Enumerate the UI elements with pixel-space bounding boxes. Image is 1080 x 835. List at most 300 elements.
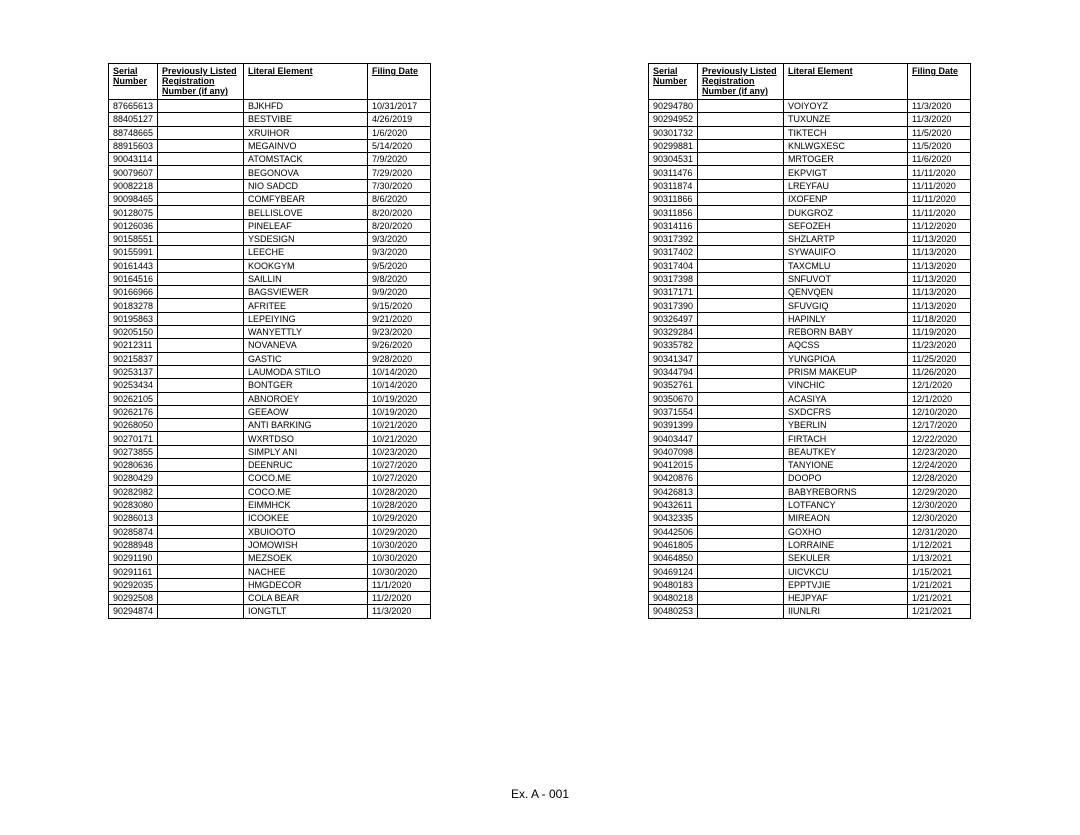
filing-date-cell: 11/11/2020 [908, 193, 971, 206]
literal-element-cell: AQCSS [784, 339, 908, 352]
table-row [109, 605, 431, 618]
serial-number-cell: 90480183 [649, 578, 698, 591]
filing-date-cell: 12/10/2020 [908, 405, 971, 418]
previous-registration-cell [698, 472, 784, 485]
serial-number-cell: 90317402 [649, 246, 698, 259]
literal-element-cell: IIUNLRI [784, 605, 908, 618]
table-row [109, 578, 431, 591]
literal-element-cell: REBORN BABY [784, 326, 908, 339]
table-row [109, 232, 431, 245]
serial-number-cell: 90212311 [109, 339, 158, 352]
filing-date-cell: 5/14/2020 [368, 139, 431, 152]
literal-element-cell: LEPEIYING [244, 312, 368, 325]
literal-element-cell: BONTGER [244, 379, 368, 392]
previous-registration-cell [698, 232, 784, 245]
serial-number-cell: 90205150 [109, 326, 158, 339]
filing-date-cell: 10/31/2017 [368, 100, 431, 113]
table-row [109, 286, 431, 299]
serial-number-cell: 90292035 [109, 578, 158, 591]
literal-element-cell: GOXHO [784, 525, 908, 538]
table-row [649, 605, 971, 618]
table-row [649, 552, 971, 565]
literal-element-cell: IXOFENP [784, 193, 908, 206]
filing-date-cell: 12/23/2020 [908, 445, 971, 458]
previous-registration-cell [698, 538, 784, 551]
previous-registration-cell [158, 459, 244, 472]
literal-element-cell: VOIYOYZ [784, 100, 908, 113]
table-row [109, 472, 431, 485]
table-row [649, 459, 971, 472]
previous-registration-cell [158, 445, 244, 458]
serial-number-cell: 90432611 [649, 498, 698, 511]
previous-registration-cell [698, 552, 784, 565]
previous-registration-cell [698, 352, 784, 365]
literal-element-cell: BEAUTKEY [784, 445, 908, 458]
serial-number-cell: 90371554 [649, 405, 698, 418]
filing-date-cell: 12/24/2020 [908, 459, 971, 472]
literal-element-cell: UICVKCU [784, 565, 908, 578]
serial-number-cell: 90161443 [109, 259, 158, 272]
filing-date-cell: 9/23/2020 [368, 326, 431, 339]
serial-number-cell: 90082218 [109, 179, 158, 192]
literal-element-cell: XRUIHOR [244, 126, 368, 139]
right-exhibit-table [648, 63, 971, 619]
filing-date-cell: 12/1/2020 [908, 392, 971, 405]
previous-registration-cell [158, 153, 244, 166]
filing-date-cell: 10/23/2020 [368, 445, 431, 458]
serial-number-cell: 90391399 [649, 419, 698, 432]
previous-registration-cell [158, 232, 244, 245]
table-row [649, 113, 971, 126]
table-row [109, 299, 431, 312]
literal-element-cell: TIKTECH [784, 126, 908, 139]
filing-date-cell: 1/21/2021 [908, 578, 971, 591]
previous-registration-cell [158, 166, 244, 179]
filing-date-cell: 11/13/2020 [908, 259, 971, 272]
table-row [109, 392, 431, 405]
literal-element-cell: SNFUVOT [784, 272, 908, 285]
filing-date-cell: 9/3/2020 [368, 232, 431, 245]
serial-number-cell: 90335782 [649, 339, 698, 352]
serial-number-cell: 90079607 [109, 166, 158, 179]
serial-number-cell: 90262105 [109, 392, 158, 405]
previous-registration-cell [698, 139, 784, 152]
previous-registration-cell [158, 100, 244, 113]
previous-registration-cell [698, 246, 784, 259]
serial-number-cell: 90299881 [649, 139, 698, 152]
literal-element-cell: SXDCFRS [784, 405, 908, 418]
serial-number-cell: 90469124 [649, 565, 698, 578]
serial-number-cell: 90283080 [109, 498, 158, 511]
literal-element-header: Literal Element [784, 64, 908, 100]
left-table-body [109, 100, 431, 619]
table-row [109, 459, 431, 472]
serial-number-cell: 90183278 [109, 299, 158, 312]
filing-date-cell: 11/13/2020 [908, 286, 971, 299]
filing-date-cell: 11/13/2020 [908, 246, 971, 259]
literal-element-cell: YSDESIGN [244, 232, 368, 245]
literal-element-cell: HEJPYAF [784, 591, 908, 604]
previous-registration-cell [158, 193, 244, 206]
serial-number-cell: 90412015 [649, 459, 698, 472]
previous-registration-cell [158, 326, 244, 339]
literal-element-cell: COMFYBEAR [244, 193, 368, 206]
literal-element-cell: COCO.ME [244, 485, 368, 498]
exhibit-page-label: Ex. A - 001 [510, 787, 570, 801]
literal-element-cell: IONGTLT [244, 605, 368, 618]
table-row [109, 139, 431, 152]
previous-registration-cell [158, 591, 244, 604]
serial-number-cell: 90442506 [649, 525, 698, 538]
literal-element-cell: TANYIONE [784, 459, 908, 472]
previous-registration-cell [158, 552, 244, 565]
table-row [109, 419, 431, 432]
filing-date-cell: 12/30/2020 [908, 498, 971, 511]
filing-date-cell: 11/18/2020 [908, 312, 971, 325]
previous-registration-cell [698, 432, 784, 445]
previous-registration-cell [698, 100, 784, 113]
table-row [649, 193, 971, 206]
literal-element-cell: SAILLIN [244, 272, 368, 285]
literal-element-cell: BJKHFD [244, 100, 368, 113]
table-row [649, 339, 971, 352]
serial-number-cell: 90304531 [649, 153, 698, 166]
filing-date-cell: 10/14/2020 [368, 379, 431, 392]
previous-registration-cell [698, 339, 784, 352]
filing-date-cell: 11/2/2020 [368, 591, 431, 604]
table-row [109, 193, 431, 206]
filing-date-cell: 9/28/2020 [368, 352, 431, 365]
serial-number-cell: 90420876 [649, 472, 698, 485]
serial-number-cell: 90166966 [109, 286, 158, 299]
previous-registration-cell [698, 512, 784, 525]
filing-date-cell: 10/27/2020 [368, 472, 431, 485]
literal-element-cell: ICOOKEE [244, 512, 368, 525]
serial-number-cell: 90280429 [109, 472, 158, 485]
literal-element-cell: COLA BEAR [244, 591, 368, 604]
serial-number-cell: 90126036 [109, 219, 158, 232]
previous-registration-cell [698, 379, 784, 392]
filing-date-cell: 12/17/2020 [908, 419, 971, 432]
filing-date-cell: 9/5/2020 [368, 259, 431, 272]
literal-element-cell: SEFOZEH [784, 219, 908, 232]
table-row [649, 286, 971, 299]
filing-date-cell: 7/30/2020 [368, 179, 431, 192]
serial-number-cell: 90292508 [109, 591, 158, 604]
literal-element-cell: LOTFANCY [784, 498, 908, 511]
table-row [109, 100, 431, 113]
filing-date-cell: 10/30/2020 [368, 552, 431, 565]
filing-date-cell: 12/31/2020 [908, 525, 971, 538]
filing-date-cell: 11/5/2020 [908, 139, 971, 152]
literal-element-cell: BEGONOVA [244, 166, 368, 179]
table-row [109, 485, 431, 498]
filing-date-cell: 11/3/2020 [908, 100, 971, 113]
previous-registration-cell [698, 272, 784, 285]
literal-element-cell: FIRTACH [784, 432, 908, 445]
table-row [649, 153, 971, 166]
table-row [649, 326, 971, 339]
literal-element-cell: BELLISLOVE [244, 206, 368, 219]
table-row [109, 352, 431, 365]
previous-registration-cell [698, 326, 784, 339]
serial-number-cell: 90158551 [109, 232, 158, 245]
serial-number-cell: 90311874 [649, 179, 698, 192]
filing-date-cell: 11/26/2020 [908, 365, 971, 378]
filing-date-cell: 12/28/2020 [908, 472, 971, 485]
literal-element-cell: ANTI BARKING [244, 419, 368, 432]
previous-registration-cell [698, 286, 784, 299]
serial-number-cell: 90294952 [649, 113, 698, 126]
literal-element-cell: TAXCMLU [784, 259, 908, 272]
table-row [109, 206, 431, 219]
previous-registration-cell [698, 392, 784, 405]
filing-date-cell: 11/3/2020 [368, 605, 431, 618]
table-row [649, 432, 971, 445]
serial-number-cell: 90311866 [649, 193, 698, 206]
literal-element-cell: XBUIOOTO [244, 525, 368, 538]
previous-registration-cell [158, 272, 244, 285]
previous-registration-cell [698, 166, 784, 179]
previous-registration-cell [158, 299, 244, 312]
literal-element-header: Literal Element [244, 64, 368, 100]
literal-element-cell: HMGDECOR [244, 578, 368, 591]
serial-number-cell: 90098465 [109, 193, 158, 206]
literal-element-cell: ATOMSTACK [244, 153, 368, 166]
filing-date-cell: 7/9/2020 [368, 153, 431, 166]
serial-number-cell: 90294874 [109, 605, 158, 618]
previous-registration-cell [698, 445, 784, 458]
filing-date-cell: 10/21/2020 [368, 419, 431, 432]
table-row [649, 405, 971, 418]
filing-date-cell: 11/13/2020 [908, 232, 971, 245]
literal-element-cell: MEGAINVO [244, 139, 368, 152]
literal-element-cell: MEZSOEK [244, 552, 368, 565]
previous-registration-cell [698, 459, 784, 472]
literal-element-cell: ACASIYA [784, 392, 908, 405]
previous-registration-cell [158, 605, 244, 618]
filing-date-cell: 8/6/2020 [368, 193, 431, 206]
filing-date-cell: 9/3/2020 [368, 246, 431, 259]
filing-date-cell: 10/28/2020 [368, 485, 431, 498]
filing-date-cell: 12/30/2020 [908, 512, 971, 525]
serial-number-header: Serial Number [649, 64, 698, 100]
filing-date-cell: 11/11/2020 [908, 166, 971, 179]
previous-registration-cell [698, 126, 784, 139]
literal-element-cell: LREYFAU [784, 179, 908, 192]
previous-registration-cell [158, 512, 244, 525]
table-row [109, 219, 431, 232]
previous-registration-cell [698, 591, 784, 604]
filing-date-header: Filing Date [908, 64, 971, 100]
previous-registration-cell [698, 405, 784, 418]
literal-element-cell: WANYETTLY [244, 326, 368, 339]
table-row [109, 538, 431, 551]
serial-number-cell: 90341347 [649, 352, 698, 365]
table-row [649, 565, 971, 578]
serial-number-cell: 90403447 [649, 432, 698, 445]
table-row [109, 246, 431, 259]
literal-element-cell: SFUVGIQ [784, 299, 908, 312]
previous-registration-cell [158, 419, 244, 432]
previous-registration-cell [158, 259, 244, 272]
previous-registration-cell [158, 113, 244, 126]
table-row [109, 166, 431, 179]
table-row [649, 232, 971, 245]
literal-element-cell: MIREAON [784, 512, 908, 525]
filing-date-cell: 1/6/2020 [368, 126, 431, 139]
filing-date-cell: 11/13/2020 [908, 272, 971, 285]
table-row [109, 179, 431, 192]
table-row [109, 552, 431, 565]
serial-number-cell: 90286013 [109, 512, 158, 525]
filing-date-cell: 10/14/2020 [368, 365, 431, 378]
filing-date-cell: 10/29/2020 [368, 512, 431, 525]
table-row [649, 206, 971, 219]
previous-registration-cell [698, 299, 784, 312]
serial-number-cell: 90432335 [649, 512, 698, 525]
previous-registration-cell [698, 193, 784, 206]
serial-number-cell: 90270171 [109, 432, 158, 445]
previous-registration-cell [158, 405, 244, 418]
previous-registration-cell [698, 179, 784, 192]
serial-number-cell: 90273855 [109, 445, 158, 458]
serial-number-cell: 90350670 [649, 392, 698, 405]
filing-date-cell: 11/11/2020 [908, 179, 971, 192]
serial-number-cell: 88405127 [109, 113, 158, 126]
literal-element-cell: NOVANEVA [244, 339, 368, 352]
table-row [109, 153, 431, 166]
filing-date-cell: 11/23/2020 [908, 339, 971, 352]
filing-date-cell: 10/19/2020 [368, 405, 431, 418]
serial-number-cell: 90291190 [109, 552, 158, 565]
header-row [109, 64, 431, 100]
literal-element-cell: EKPVIGT [784, 166, 908, 179]
filing-date-cell: 10/28/2020 [368, 498, 431, 511]
table-row [649, 445, 971, 458]
serial-number-cell: 90317392 [649, 232, 698, 245]
literal-element-cell: LAUMODA STILO [244, 365, 368, 378]
table-row [649, 485, 971, 498]
filing-date-cell: 11/1/2020 [368, 578, 431, 591]
serial-number-cell: 90253137 [109, 365, 158, 378]
filing-date-cell: 1/13/2021 [908, 552, 971, 565]
table-row [109, 591, 431, 604]
left-exhibit-table [108, 63, 431, 619]
serial-number-cell: 90344794 [649, 365, 698, 378]
table-row [649, 246, 971, 259]
serial-number-cell: 90291161 [109, 565, 158, 578]
previously-listed-header: Previously Listed Registration Number (if any) [698, 64, 784, 100]
previous-registration-cell [698, 605, 784, 618]
filing-date-cell: 9/9/2020 [368, 286, 431, 299]
serial-number-cell: 90215837 [109, 352, 158, 365]
filing-date-cell: 1/21/2021 [908, 605, 971, 618]
filing-date-cell: 11/3/2020 [908, 113, 971, 126]
filing-date-cell: 10/30/2020 [368, 565, 431, 578]
filing-date-cell: 10/29/2020 [368, 525, 431, 538]
table-row [649, 538, 971, 551]
filing-date-cell: 11/19/2020 [908, 326, 971, 339]
table-row [109, 565, 431, 578]
serial-number-cell: 90282982 [109, 485, 158, 498]
serial-number-cell: 90317398 [649, 272, 698, 285]
filing-date-cell: 11/12/2020 [908, 219, 971, 232]
table-row [109, 525, 431, 538]
previous-registration-cell [158, 392, 244, 405]
table-row [109, 445, 431, 458]
serial-number-cell: 90317171 [649, 286, 698, 299]
serial-number-cell: 90317404 [649, 259, 698, 272]
filing-date-cell: 10/21/2020 [368, 432, 431, 445]
literal-element-cell: WXRTDSO [244, 432, 368, 445]
previous-registration-cell [698, 312, 784, 325]
serial-number-cell: 90314116 [649, 219, 698, 232]
previous-registration-cell [698, 578, 784, 591]
table-row [649, 472, 971, 485]
filing-date-cell: 1/12/2021 [908, 538, 971, 551]
previous-registration-cell [158, 286, 244, 299]
table-row [649, 272, 971, 285]
serial-number-cell: 90329284 [649, 326, 698, 339]
literal-element-cell: LEECHE [244, 246, 368, 259]
header-row [649, 64, 971, 100]
table-row [649, 299, 971, 312]
previous-registration-cell [158, 352, 244, 365]
literal-element-cell: ABNOROEY [244, 392, 368, 405]
table-row [109, 312, 431, 325]
literal-element-cell: BESTVIBE [244, 113, 368, 126]
literal-element-cell: SIMPLY ANI [244, 445, 368, 458]
table-row [109, 405, 431, 418]
previous-registration-cell [158, 339, 244, 352]
table-row [649, 312, 971, 325]
filing-date-cell: 10/19/2020 [368, 392, 431, 405]
serial-number-cell: 90317390 [649, 299, 698, 312]
previous-registration-cell [158, 179, 244, 192]
table-row [649, 166, 971, 179]
table-row [649, 139, 971, 152]
literal-element-cell: EPPTVJIE [784, 578, 908, 591]
serial-number-cell: 90195863 [109, 312, 158, 325]
previous-registration-cell [158, 538, 244, 551]
literal-element-cell: KNLWGXESC [784, 139, 908, 152]
previous-registration-cell [158, 365, 244, 378]
filing-date-cell: 8/20/2020 [368, 206, 431, 219]
literal-element-cell: BABYREBORNS [784, 485, 908, 498]
filing-date-cell: 8/20/2020 [368, 219, 431, 232]
serial-number-cell: 90480253 [649, 605, 698, 618]
table-row [649, 392, 971, 405]
previously-listed-header: Previously Listed Registration Number (if any) [158, 64, 244, 100]
table-row [649, 100, 971, 113]
literal-element-cell: NIO SADCD [244, 179, 368, 192]
table-row [649, 365, 971, 378]
previous-registration-cell [698, 365, 784, 378]
filing-date-cell: 7/29/2020 [368, 166, 431, 179]
literal-element-cell: DOOPO [784, 472, 908, 485]
literal-element-cell: TUXUNZE [784, 113, 908, 126]
literal-element-cell: DEENRUC [244, 459, 368, 472]
table-row [649, 498, 971, 511]
table-row [649, 512, 971, 525]
literal-element-cell: YUNGPIOA [784, 352, 908, 365]
serial-number-cell: 90461805 [649, 538, 698, 551]
table-row [649, 379, 971, 392]
filing-date-cell: 12/29/2020 [908, 485, 971, 498]
table-row [649, 525, 971, 538]
serial-number-cell: 90426813 [649, 485, 698, 498]
